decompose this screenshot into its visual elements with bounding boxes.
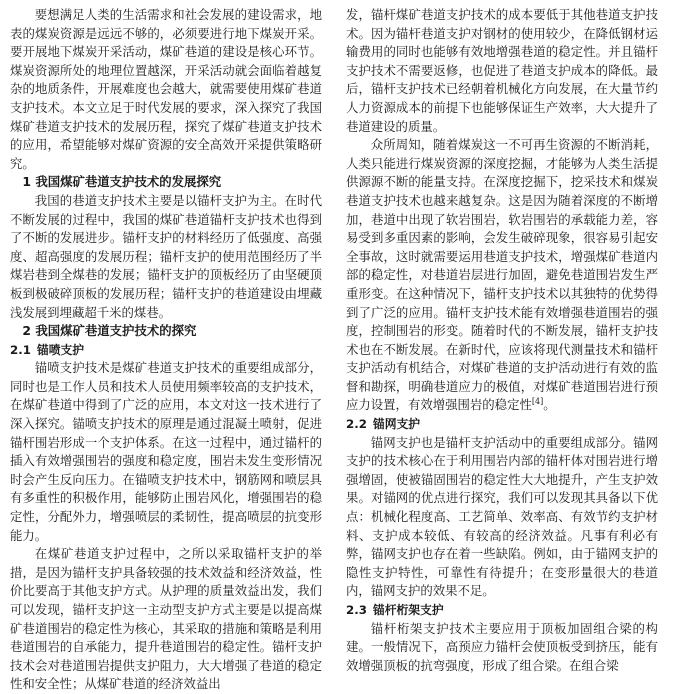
subsection-2-3-paragraph: 锚杆桁架支护技术主要应用于顶板加固组合梁的构建。一般情况下，高预应力锚杆会使顶板受到挤压，能有效增强顶板的抗弯强度，形成了组合梁。在组合梁 [346,620,658,673]
subsection-2-2-paragraph: 锚网支护也是锚杆支护活动中的重要组成部分。锚网支护的技术核心在于利用围岩内部的锚杆体对围岩进行增强增固，使被锚固围岩的稳定性大大地提升，产生支护效果。对锚网的优点进行探究，我们可以发现其具备以下优点：机械化程度高、工艺简单、效率高、有效节约支护材料、支护成本较低、有较高的经济效益。凡事有利必有弊，锚网支护也存在着一些缺陷。例如，由于锚网支护的隐性支护特性，可靠性有待提升；在变形量很大的巷道内，锚网支护的效果不足。 [346,434,658,599]
subsection-2-3-heading [346,601,658,620]
section-1-heading: 1 我国煤矿巷道支护技术的发展探究 [22,174,222,190]
subsection-2-1-heading [10,341,322,360]
right-column [346,6,658,675]
intro-paragraph: 要想满足人类的生活需求和社会发展的建设需求，地表的煤炭资源是远远不够的，必须要进行地下煤炭开采。要开展地下煤炭开采活动，煤矿巷道的建设是核心环节。煤炭资源所处的地理位置越深，开采活动就会面临着越复杂的地质条件，开展难度也会越大，就需要使用煤矿巷道支护技术。本文立足于时代发展的要求，深入探究了我国煤矿巷道支护技术的发展历程，探究了煤矿巷道支护技术的应用，希望能够对煤矿资源的安全高效开采提供策略研究。 [10,7,322,171]
subsection-2-2-number: 2.2 [346,417,367,432]
mining-paragraph-text: 众所周知，随着煤炭这一不可再生资源的不断消耗，人类只能进行煤炭资源的深度挖掘，才能够为人类生活提供源源不断的能量支持。在深度挖掘下，挖采技术和煤炭巷道支护技术也越来越复杂。这是因为随着深度的不断增加，巷道中出现了软岩围岩，软岩围岩的承载能力差，容易受到多重因素的影响，会发生破碎现象，很容易引起安全事故，这时就需要运用巷道支护技术，增强煤矿巷道内部的稳定性，对巷道岩层进行加固，避免巷道围岩发生严重形变。在这种情况下，锚杆支护技术以其独特的优势得到了广泛的应用。锚杆支护技术能有效增强巷道围岩的强度，控制围岩的形变。随着时代的不断发展，锚杆支护技术也在不断发展。在新时代，应该将现代测量技术和锚杆支护活动有机结合，对煤矿巷道的支护活动进行有效的监督和勘探，明确巷道应力的极值，对煤矿巷道围岩进行预应力设置，有效增强围岩的稳定性 [346,137,658,413]
citation-4: [4] [531,397,544,407]
subsection-2-2-heading [346,415,658,434]
mining-paragraph [346,136,658,415]
subsection-2-1-number: 2.1 [10,342,31,357]
mining-paragraph-end: 。 [543,397,556,413]
subsection-2-3-number: 2.3 [346,603,367,617]
continuation-paragraph: 发，锚杆煤矿巷道支护技术的成本要低于其他巷道支护技术。因为锚杆巷道支护对钢材的使用较少，在降低钢材运输费用的同时也能够有效地增强巷道的稳定性。并且锚杆支护技术不需要返修，也促进了巷道支护成本的降低。最后，锚杆支护技术已经朝着机械化方向发展，在大量节约人力资源成本的前提下也能够保证生产效率，大大提升了巷道建设的质量。 [346,7,658,134]
section-2-heading: 2 我国煤矿巷道支护技术的探究 [22,323,197,339]
left-column [10,6,322,694]
subsection-2-1-paragraph-2: 在煤矿巷道支护过程中，之所以采取锚杆支护的举措，是因为锚杆支护具备较强的技术效益和经济效益，性价比要高于其他支护方式。从护理的质量效益出发，我们可以发现，锚杆支护这一主动型支护方式主要是以提高煤矿巷道围岩的稳定性为核心，其采取的措施和策略是利用巷道围岩的自承能力，提升巷道围岩的稳定性。锚杆支护技术会对巷道围岩提供支护阻力，大大增强了巷道的稳定性和安全性；从煤矿巷道的经济效益出 [10,546,322,692]
subsection-2-3-title: 锚杆桁架支护 [372,603,444,617]
subsection-2-1-paragraph-1: 锚喷支护技术是煤矿巷道支护技术的重要组成部分，同时也是工作人员和技术人员使用频率较高的支护技术，在煤矿巷道中得到了广泛的应用，本文对这一技术进行了深入探究。锚喷支护技术的原理是通过混凝土喷射，促进锚杆围岩形成一个支护体系。在这一过程中，通过锚杆的插入有效增强围岩的强度和稳定度，围岩未发生变形情况时会产生反向压力。在锚喷支护技术中，钢筋网和喷层具有多重性的积极作用，能够防止围岩风化，增强围岩的稳定性，分配外力，增强喷层的柔韧性，提高喷层的抗变形能力。 [10,360,322,543]
subsection-2-2-title: 锚网支护 [372,417,421,432]
subsection-2-1-title: 锚喷支护 [36,342,85,357]
section-1-paragraph: 我国的巷道支护技术主要是以锚杆支护为主。在时代不断发展的过程中，我国的煤矿巷道锚杆支护技术也得到了不断的发展进步。锚杆支护的材料经历了低强度、高强度、超高强度的发展历程；锚杆支护的使用范围经历了半煤岩巷到全煤巷的发展；锚杆支护的顶板经历了由坚硬顶板到极破碎顶板的发展历程；锚杆支护的巷道建设由埋藏浅发展到埋藏超千米的煤巷。 [10,192,322,320]
